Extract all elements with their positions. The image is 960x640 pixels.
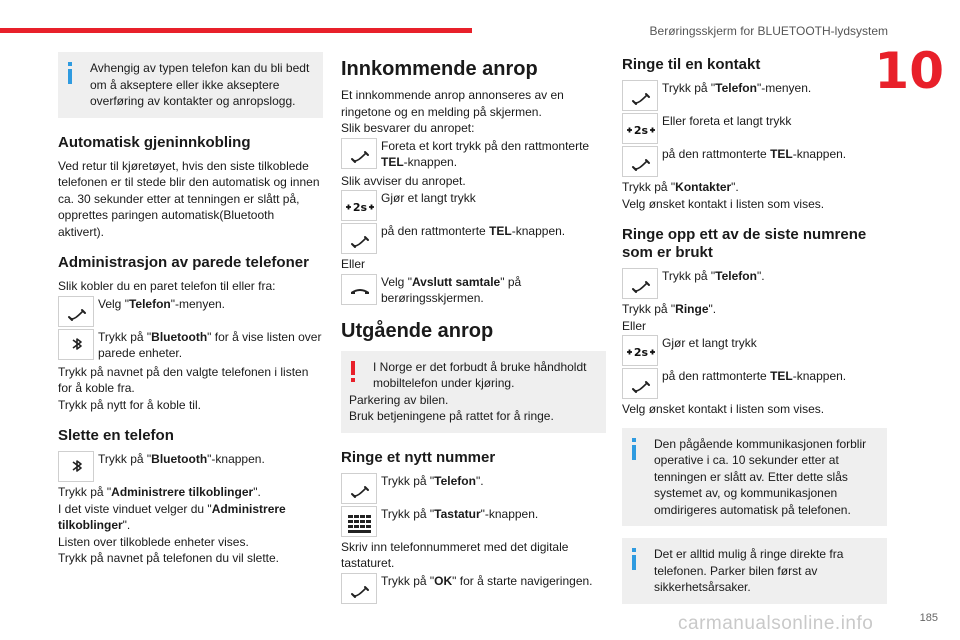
header-accent-bar: [0, 28, 472, 33]
hang-up-icon: [341, 274, 377, 305]
step-row: [58, 329, 323, 362]
long-press-2s-icon: [622, 335, 658, 366]
info-note-text: Avhengig av typen telefon kan du bli bedt om å akseptere eller ikke akseptere overføring av kontakter og anropslogg.: [90, 61, 310, 108]
warning-note: [341, 351, 606, 433]
phone-icon: [622, 80, 658, 111]
phone-icon: [622, 146, 658, 177]
info-note: [622, 428, 887, 527]
delete-text-4: Trykk på navnet på telefonen du vil slette.: [58, 551, 280, 565]
step-row: [622, 146, 887, 177]
phone-icon: [622, 268, 658, 299]
step-row: [341, 223, 606, 254]
bluetooth-icon: [58, 451, 94, 482]
keypad-icon: [341, 506, 377, 537]
heading-recent-numbers: Ringe opp ett av de siste numrene som er brukt: [622, 226, 867, 261]
phone-icon: [341, 223, 377, 254]
step-text: Foreta et kort trykk på den rattmonterte TEL-knappen.: [381, 138, 590, 169]
step-text: Gjør et langt trykk: [662, 336, 757, 350]
column-2: [341, 57, 606, 606]
info-icon: [632, 548, 648, 572]
step-text: Velg "Telefon"-menyen.: [98, 296, 226, 311]
step-row: [622, 268, 887, 299]
warning-icon: [351, 361, 367, 385]
step-row: [341, 274, 606, 307]
bluetooth-icon: [58, 329, 94, 360]
phone-icon: [341, 573, 377, 604]
step-text: Trykk på "Telefon".: [381, 473, 484, 488]
info-note: [58, 52, 323, 118]
heading-delete-phone: Slette en telefon: [58, 427, 174, 444]
recent-text-2: Velg ønsket kontakt i listen som vises.: [622, 402, 825, 416]
step-row: [58, 296, 323, 327]
step-text: på den rattmonterte TEL-knappen.: [381, 224, 566, 238]
delete-text-1: Trykk på "Administrere tilkoblinger".: [58, 485, 261, 499]
contact-text-2: Velg ønsket kontakt i listen som vises.: [622, 196, 825, 211]
step-row: [58, 451, 323, 482]
step-text: Eller foreta et langt trykk: [662, 114, 792, 128]
new-number-text: Skriv inn telefonnummeret med det digitale tastaturet.: [341, 539, 569, 570]
step-row: [622, 335, 887, 366]
phone-icon: [622, 368, 658, 399]
step-text: Trykk på "Telefon".: [662, 269, 765, 283]
recent-or: Eller: [622, 318, 647, 333]
step-row: [341, 506, 606, 537]
heading-new-number: Ringe et nytt nummer: [341, 448, 496, 466]
heading-auto-reconnect: Automatisk gjeninnkobling: [58, 133, 251, 151]
page-number: 185: [919, 612, 938, 624]
warning-text-3: Bruk betjeningene på rattet for å ringe.: [349, 409, 554, 423]
info-note-text: Det er alltid mulig å ringe direkte fra telefonen. Parker bilen først av sikkerhetsårsaker.: [654, 547, 844, 594]
long-press-2s-icon: [622, 113, 658, 144]
phone-icon: [341, 473, 377, 504]
info-note: [622, 538, 887, 604]
manage-intro: Slik kobler du en paret telefon til eller fra:: [58, 279, 276, 293]
column-1: [58, 52, 323, 567]
step-text: Velg "Avslutt samtale" på berøringsskjermen.: [381, 274, 522, 305]
phone-icon: [341, 138, 377, 169]
step-row: [341, 573, 606, 604]
step-row: [341, 473, 606, 504]
step-row: [341, 190, 606, 221]
chapter-number: 10: [874, 42, 944, 100]
incoming-or: Eller: [341, 257, 366, 271]
incoming-answer: Slik besvarer du anropet:: [341, 121, 475, 135]
heading-manage-phones: Administrasjon av parede telefoner: [58, 254, 309, 271]
info-note-text: Den pågående kommunikasjonen forblir operative i ca. 10 sekunder etter at tenningen er slått av. Etter dette slås systemet av, og kommunikasjonen omdirigeres automatisk på telefonen.: [654, 436, 867, 517]
step-row: [622, 113, 887, 144]
step-text: Trykk på "Bluetooth" for å vise listen over parede enheter.: [98, 329, 322, 360]
watermark: carmanualsonline.info: [678, 613, 874, 634]
manage-text-1: Trykk på navnet på den valgte telefonen i listen for å koble fra.: [58, 364, 309, 395]
delete-text-2: I det viste vinduet velger du "Administrere tilkoblinger".: [58, 501, 286, 532]
auto-reconnect-text: Ved retur til kjøretøyet, hvis den siste tilkoblede telefonen er til stede blir den automatisk og innen ca. 30 sekunder etter at tenningen er slått på, opprettes paringen automatisk(Bluetooth aktivert).: [58, 158, 320, 239]
step-text: på den rattmonterte TEL-knappen.: [662, 147, 847, 161]
column-3: [622, 56, 887, 604]
info-icon: [632, 438, 648, 462]
step-text: på den rattmonterte TEL-knappen.: [662, 369, 847, 383]
step-row: [622, 80, 887, 111]
contact-text-1: Trykk på "Kontakter".: [622, 180, 739, 194]
phone-icon: [58, 296, 94, 327]
incoming-intro: Et innkommende anrop annonseres av en ringetone og en melding på skjermen.: [341, 88, 564, 119]
recent-text-1: Trykk på "Ringe".: [622, 302, 717, 316]
incoming-reject: Slik avviser du anropet.: [341, 173, 466, 188]
step-row: [341, 138, 606, 171]
section-title: Berøringsskjerm for BLUETOOTH-lydsystem: [649, 24, 888, 38]
step-text: Trykk på "OK" for å starte navigeringen.: [381, 573, 593, 588]
info-icon: [68, 62, 84, 86]
step-text: Trykk på "Tastatur"-knappen.: [381, 506, 539, 521]
long-press-2s-icon: [341, 190, 377, 221]
delete-text-3: Listen over tilkoblede enheter vises.: [58, 534, 249, 549]
step-text: Gjør et langt trykk: [381, 191, 476, 205]
manage-text-2: Trykk på nytt for å koble til.: [58, 397, 201, 412]
heading-incoming-call: Innkommende anrop: [341, 58, 538, 80]
heading-call-contact: Ringe til en kontakt: [622, 56, 761, 73]
step-text: Trykk på "Bluetooth"-knappen.: [98, 452, 265, 466]
step-text: Trykk på "Telefon"-menyen.: [662, 81, 812, 95]
warning-text-2: Parkering av bilen.: [349, 392, 449, 407]
step-row: [622, 368, 887, 399]
heading-outgoing-call: Utgående anrop: [341, 319, 494, 342]
warning-text-1: I Norge er det forbudt å bruke håndholdt mobiltelefon under kjøring.: [373, 359, 587, 390]
